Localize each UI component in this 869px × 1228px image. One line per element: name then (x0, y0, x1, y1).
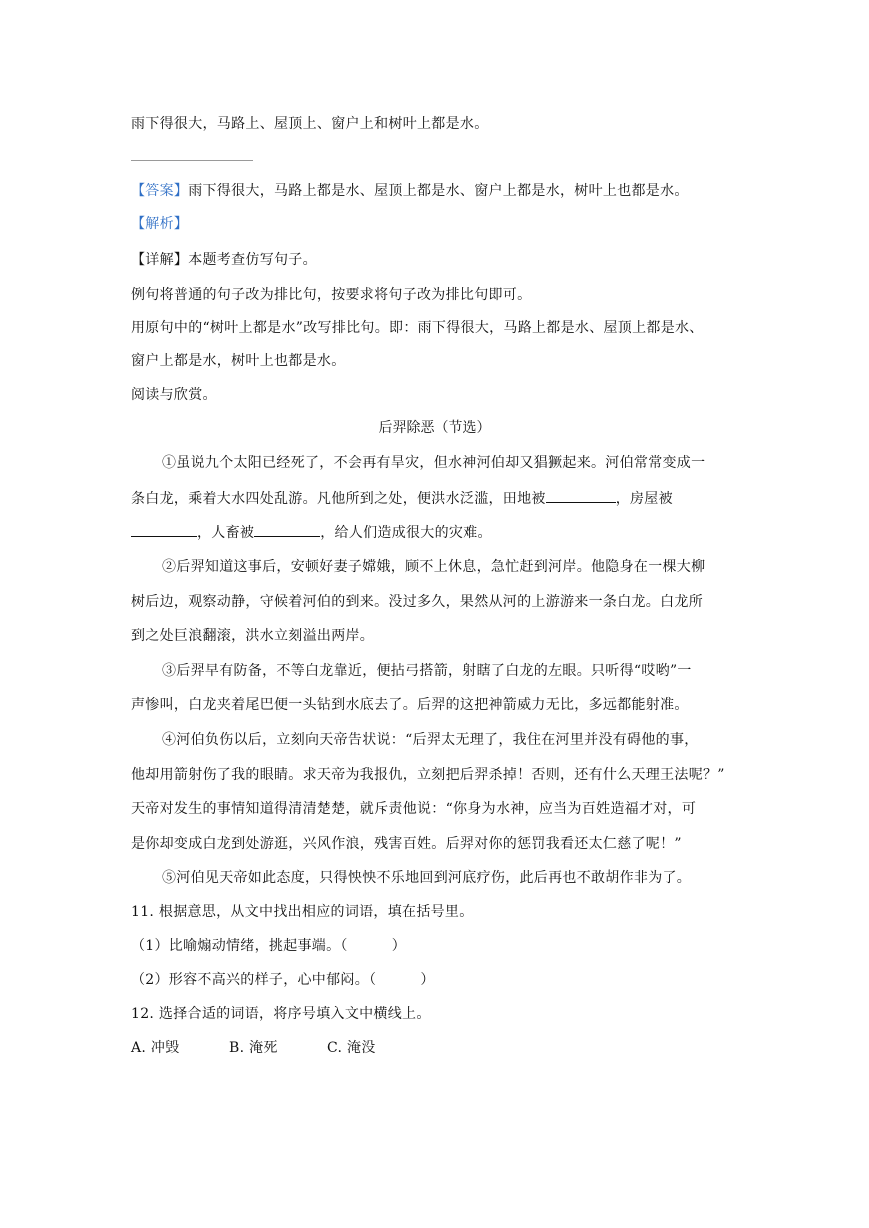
reading-heading: 阅读与欣赏。 (131, 387, 217, 403)
separator-rule (131, 160, 253, 161)
q11-item1 (131, 936, 406, 956)
para1-line3-text-a: ，人畜被 (197, 525, 255, 541)
para1-line1: ①虽说九个太阳已经死了，不会再有旱灾，但水神河伯却又猖獗起来。河伯常常变成一 (162, 455, 706, 471)
para4-line2: 他却用箭射伤了我的眼睛。求天帝为我报仇，立刻把后羿杀掉！否则，还有什么天理王法呢？” (131, 767, 725, 783)
para2-line1: ②后羿知道这事后，安顿好妻子嫦娥，顾不上休息，急忙赶到河岸。他隐身在一棵大柳 (162, 559, 706, 575)
q12-option-b[interactable]: B. 淹死 (229, 1040, 278, 1056)
para2-line2: 树后边，观察动静，守候着河伯的到来。没过多久，果然从河的上游游来一条白龙。白龙所 (131, 594, 703, 610)
q12-stem: 12. 选择合适的词语，将序号填入文中横线上。 (131, 1006, 431, 1022)
top-sentence: 雨下得很大，马路上、屋顶上、窗户上和树叶上都是水。 (131, 116, 489, 132)
q11-item2-close: ） (420, 972, 435, 988)
q11-item1-close: ） (391, 938, 407, 954)
para1-line2-text-b: ，房屋被 (615, 491, 673, 507)
q11-item2 (131, 970, 435, 990)
para1-line3-text-b: ，给人们造成很大的灾难。 (320, 525, 492, 541)
q12-option-a[interactable]: A. 冲毁 (131, 1040, 180, 1056)
answer-tag: 【答案】 (131, 183, 189, 199)
para1-line3 (131, 522, 492, 543)
passage-title: 后羿除恶（节选） (378, 420, 491, 436)
q11-item2-text: （2）形容不高兴的样子，心中郁闷。（ (131, 972, 377, 988)
para2-line3: 到之处巨浪翻滚，洪水立刻溢出两岸。 (131, 628, 375, 644)
detail-text: 本题考查仿写句子。 (188, 252, 317, 268)
para3-line2: 声惨叫，白龙夹着尾巴便一头钻到水底去了。后羿的这把神箭威力无比，多远都能射准。 (131, 697, 689, 713)
analysis-tag: 【解析】 (131, 216, 189, 232)
para3-line1: ③后羿早有防备，不等白龙靠近，便拈弓搭箭，射瞎了白龙的左眼。只听得“哎哟”一 (162, 663, 692, 679)
explain-line-3: 窗户上都是水，树叶上也都是水。 (131, 353, 346, 369)
detail-line (131, 250, 317, 270)
explain-line-2: 用原句中的“树叶上都是水”改写排比句。即：雨下得很大，马路上都是水、屋顶上都是水、 (131, 320, 704, 336)
q12-option-c[interactable]: C. 淹没 (327, 1040, 376, 1056)
q11-stem: 11. 根据意思，从文中找出相应的词语，填在括号里。 (131, 904, 474, 920)
answer-text: 雨下得很大，马路上都是水、屋顶上都是水、窗户上都是水，树叶上也都是水。 (188, 183, 689, 199)
explain-line-1: 例句将普通的句子改为排比句，按要求将句子改为排比句即可。 (131, 287, 532, 303)
para4-line3: 天帝对发生的事情知道得清清楚楚，就斥责他说：“你身为水神，应当为百姓造福才对，可 (131, 801, 697, 817)
detail-tag: 【详解】 (131, 252, 189, 268)
blank-livestock[interactable] (254, 522, 320, 537)
para4-line4: 是你却变成白龙到处游逛，兴风作浪，残害百姓。后羿对你的惩罚我看还太仁慈了呢！” (131, 836, 682, 852)
q11-item1-text: （1）比喻煽动情绪，挑起事端。（ (131, 938, 348, 954)
para1-line2 (131, 488, 673, 509)
para4-line1: ④河伯负伤以后，立刻向天帝告状说：“后羿太无理了，我住在河里并没有碍他的事， (162, 732, 699, 748)
blank-farmland[interactable] (546, 488, 616, 503)
blank-houses[interactable] (131, 522, 197, 537)
q12-options (131, 1038, 376, 1058)
answer-line (131, 181, 689, 201)
para5-line: ⑤河伯见天帝如此态度，只得怏怏不乐地回到河底疗伤，此后再也不敢胡作非为了。 (162, 870, 692, 886)
para1-line2-text-a: 条白龙，乘着大水四处乱游。凡他所到之处，便洪水泛滥，田地被 (131, 491, 546, 507)
